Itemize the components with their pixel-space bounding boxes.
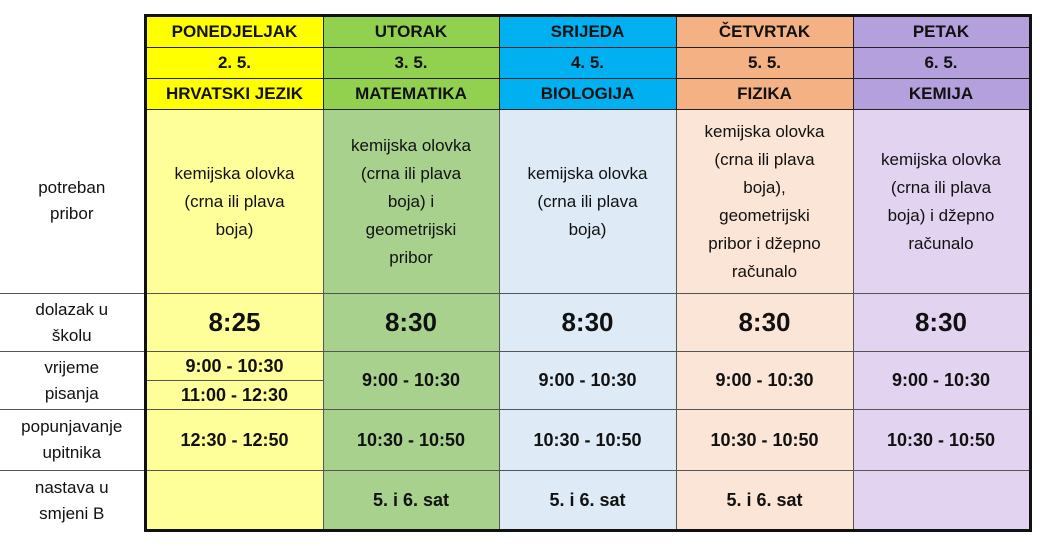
row-label-pribor-line2: pribor: [50, 204, 94, 224]
pribor-1-line1: kemijska olovka: [351, 135, 471, 155]
pribor-0-line1: kemijska olovka: [174, 163, 295, 183]
pribor-1-line5: pribor: [389, 247, 433, 267]
pribor-cell-4: [853, 110, 1030, 294]
upitnik-4: 10:30 - 10:50: [853, 410, 1030, 471]
day-subject-2: BIOLOGIJA: [499, 79, 676, 110]
pribor-2-line3: boja): [568, 219, 607, 239]
nastava-0: [145, 471, 323, 531]
pribor-3-line1: kemijska olovka: [704, 121, 825, 141]
day-subject-0: HRVATSKI JEZIK: [145, 79, 323, 110]
row-label-pribor: [0, 110, 145, 294]
pribor-cell-2: [499, 110, 676, 294]
upitnik-0: 12:30 - 12:50: [145, 410, 323, 471]
day-date-0: 2. 5.: [145, 48, 323, 79]
row-label-nastava-line2: smjeni B: [39, 503, 105, 523]
row-label-upitnik-line1: popunjavanje: [21, 417, 123, 436]
pisanje-0-slot2: 11:00 - 12:30: [145, 381, 323, 410]
row-label-upitnik: [0, 410, 145, 471]
pisanje-4: 9:00 - 10:30: [853, 352, 1030, 410]
day-date-4: 6. 5.: [853, 48, 1030, 79]
pribor-1-line3: boja) i: [387, 191, 435, 211]
nastava-3: 5. i 6. sat: [676, 471, 853, 531]
day-date-2: 4. 5.: [499, 48, 676, 79]
empty-corner: [0, 16, 145, 48]
day-date-1: 3. 5.: [323, 48, 499, 79]
empty-corner-3: [0, 79, 145, 110]
nastava-4: [853, 471, 1030, 531]
row-label-pisanje-line2: pisanja: [44, 383, 99, 403]
pribor-4-line3: boja) i džepno: [887, 205, 995, 225]
pribor-4-line1: kemijska olovka: [881, 149, 1001, 169]
pisanje-3: 9:00 - 10:30: [676, 352, 853, 410]
dolazak-4: 8:30: [853, 294, 1030, 352]
dolazak-3: 8:30: [676, 294, 853, 352]
pribor-2-line2: (crna ili plava: [537, 191, 638, 211]
pribor-3-line4: geometrijski: [719, 205, 810, 225]
row-label-pisanje: [0, 352, 145, 410]
day-subject-4: KEMIJA: [853, 79, 1030, 110]
pribor-4-line4: računalo: [908, 233, 974, 253]
day-name-3: ČETVRTAK: [676, 16, 853, 48]
row-label-pisanje-line1: vrijeme: [44, 357, 100, 377]
row-label-upitnik-line2: upitnika: [42, 443, 102, 462]
nastava-2: 5. i 6. sat: [499, 471, 676, 531]
day-name-2: SRIJEDA: [499, 16, 676, 48]
row-label-nastava: [0, 471, 145, 531]
pribor-0-line3: boja): [215, 219, 254, 239]
pribor-cell-1: [323, 110, 499, 294]
pribor-cell-0: [145, 110, 323, 294]
pisanje-2: 9:00 - 10:30: [499, 352, 676, 410]
row-label-nastava-line1: nastava u: [34, 477, 109, 497]
day-subject-1: MATEMATIKA: [323, 79, 499, 110]
pribor-3-line5: pribor i džepno: [708, 233, 821, 253]
day-subject-3: FIZIKA: [676, 79, 853, 110]
day-name-1: UTORAK: [323, 16, 499, 48]
pribor-1-line2: (crna ili plava: [360, 163, 462, 183]
pribor-2-line1: kemijska olovka: [527, 163, 648, 183]
row-label-dolazak-line1: dolazak u: [35, 299, 109, 319]
day-name-0: PONEDJELJAK: [145, 16, 323, 48]
upitnik-2: 10:30 - 10:50: [499, 410, 676, 471]
exam-schedule-table: [0, 14, 1032, 532]
dolazak-1: 8:30: [323, 294, 499, 352]
upitnik-3: 10:30 - 10:50: [676, 410, 853, 471]
dolazak-0: 8:25: [145, 294, 323, 352]
pribor-3-line2: (crna ili plava: [714, 149, 815, 169]
pisanje-0-slot1: 9:00 - 10:30: [145, 352, 323, 381]
empty-corner-2: [0, 48, 145, 79]
row-label-dolazak-line2: školu: [51, 325, 92, 345]
pisanje-1: 9:00 - 10:30: [323, 352, 499, 410]
row-label-pribor-line1: potreban: [38, 178, 106, 198]
pribor-0-line2: (crna ili plava: [184, 191, 285, 211]
pribor-1-line4: geometrijski: [365, 219, 457, 239]
nastava-1: 5. i 6. sat: [323, 471, 499, 531]
dolazak-2: 8:30: [499, 294, 676, 352]
day-date-3: 5. 5.: [676, 48, 853, 79]
pribor-cell-3: [676, 110, 853, 294]
pribor-3-line6: računalo: [731, 261, 798, 281]
upitnik-1: 10:30 - 10:50: [323, 410, 499, 471]
pribor-4-line2: (crna ili plava: [890, 177, 992, 197]
row-label-dolazak: [0, 294, 145, 352]
pribor-3-line3: boja),: [743, 177, 786, 197]
day-name-4: PETAK: [853, 16, 1030, 48]
